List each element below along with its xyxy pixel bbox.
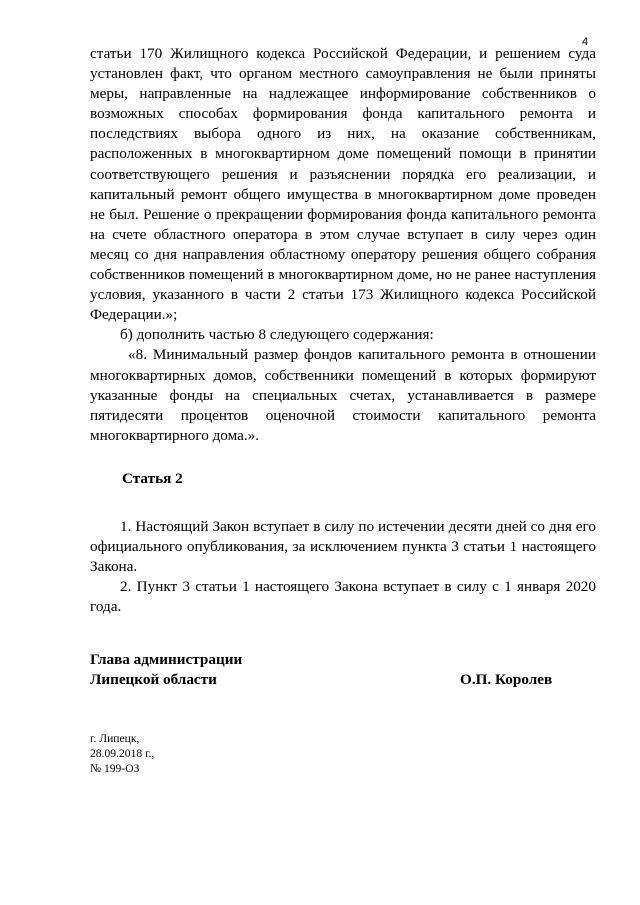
signature-block (90, 650, 596, 690)
article-2-title: Статья 2 (122, 470, 183, 487)
signatory-position-line2: Липецкой области (90, 671, 217, 688)
paragraph-amendment-b: б) дополнить частью 8 следующего содержания: (120, 326, 434, 344)
amendment-text (90, 44, 596, 446)
document-footer (90, 731, 154, 776)
footer-city: г. Липецк, (90, 732, 140, 745)
footer-date: 28.09.2018 г., (90, 747, 155, 760)
article-item-2: 2. Пункт 3 статьи 1 настоящего Закона вступает в силу с 1 января 2020 года. (90, 578, 596, 616)
paragraph-part-8: «8. Минимальный размер фондов капитального ремонта в отношении многоквартирных домов, собственники помещений в которых формируют указанные фонды на специальных счетах, устанавливается в размере пятидесяти процентов оценочной стоимости капитального ремонта многоквартирного дома.». (90, 346, 596, 444)
signatory-name: О.П. Королев (460, 671, 553, 688)
signatory-position-line1: Глава администрации (90, 651, 243, 668)
paragraph-continuation: статьи 170 Жилищного кодекса Российской Федерации, и решением суда установлен факт, что органом местного самоуправления не были приняты меры, направленные на надлежащее информирование собственников о возможных способах формирования фонда капитального ремонта и последствиях выбора одного из них, на оказание собственникам, расположенных в многоквартирном доме помещений помощи в принятии соответствующего решения и разъяснении порядка его реализации, и капитальный ремонт общего имущества в многоквартирном доме проведен не был. Решение о прекращении формирования фонда капитального ремонта на счете областного оператора в этом случае вступает в силу через один месяц со дня направления областному оператору решения общего собрания собственников помещений в многоквартирном доме, но не ранее наступления условия, указанного в части 2 статьи 173 Жилищного кодекса Российской Федерации.»; (90, 45, 596, 324)
footer-law-number: № 199-ОЗ (90, 762, 140, 775)
article-2-body (90, 517, 596, 617)
page-number: 4 (582, 36, 589, 48)
article-item-1: 1. Настоящий Закон вступает в силу по истечении десяти дней со дня его официального опубликования, за исключением пункта 3 статьи 1 настоящего Закона. (90, 518, 596, 576)
